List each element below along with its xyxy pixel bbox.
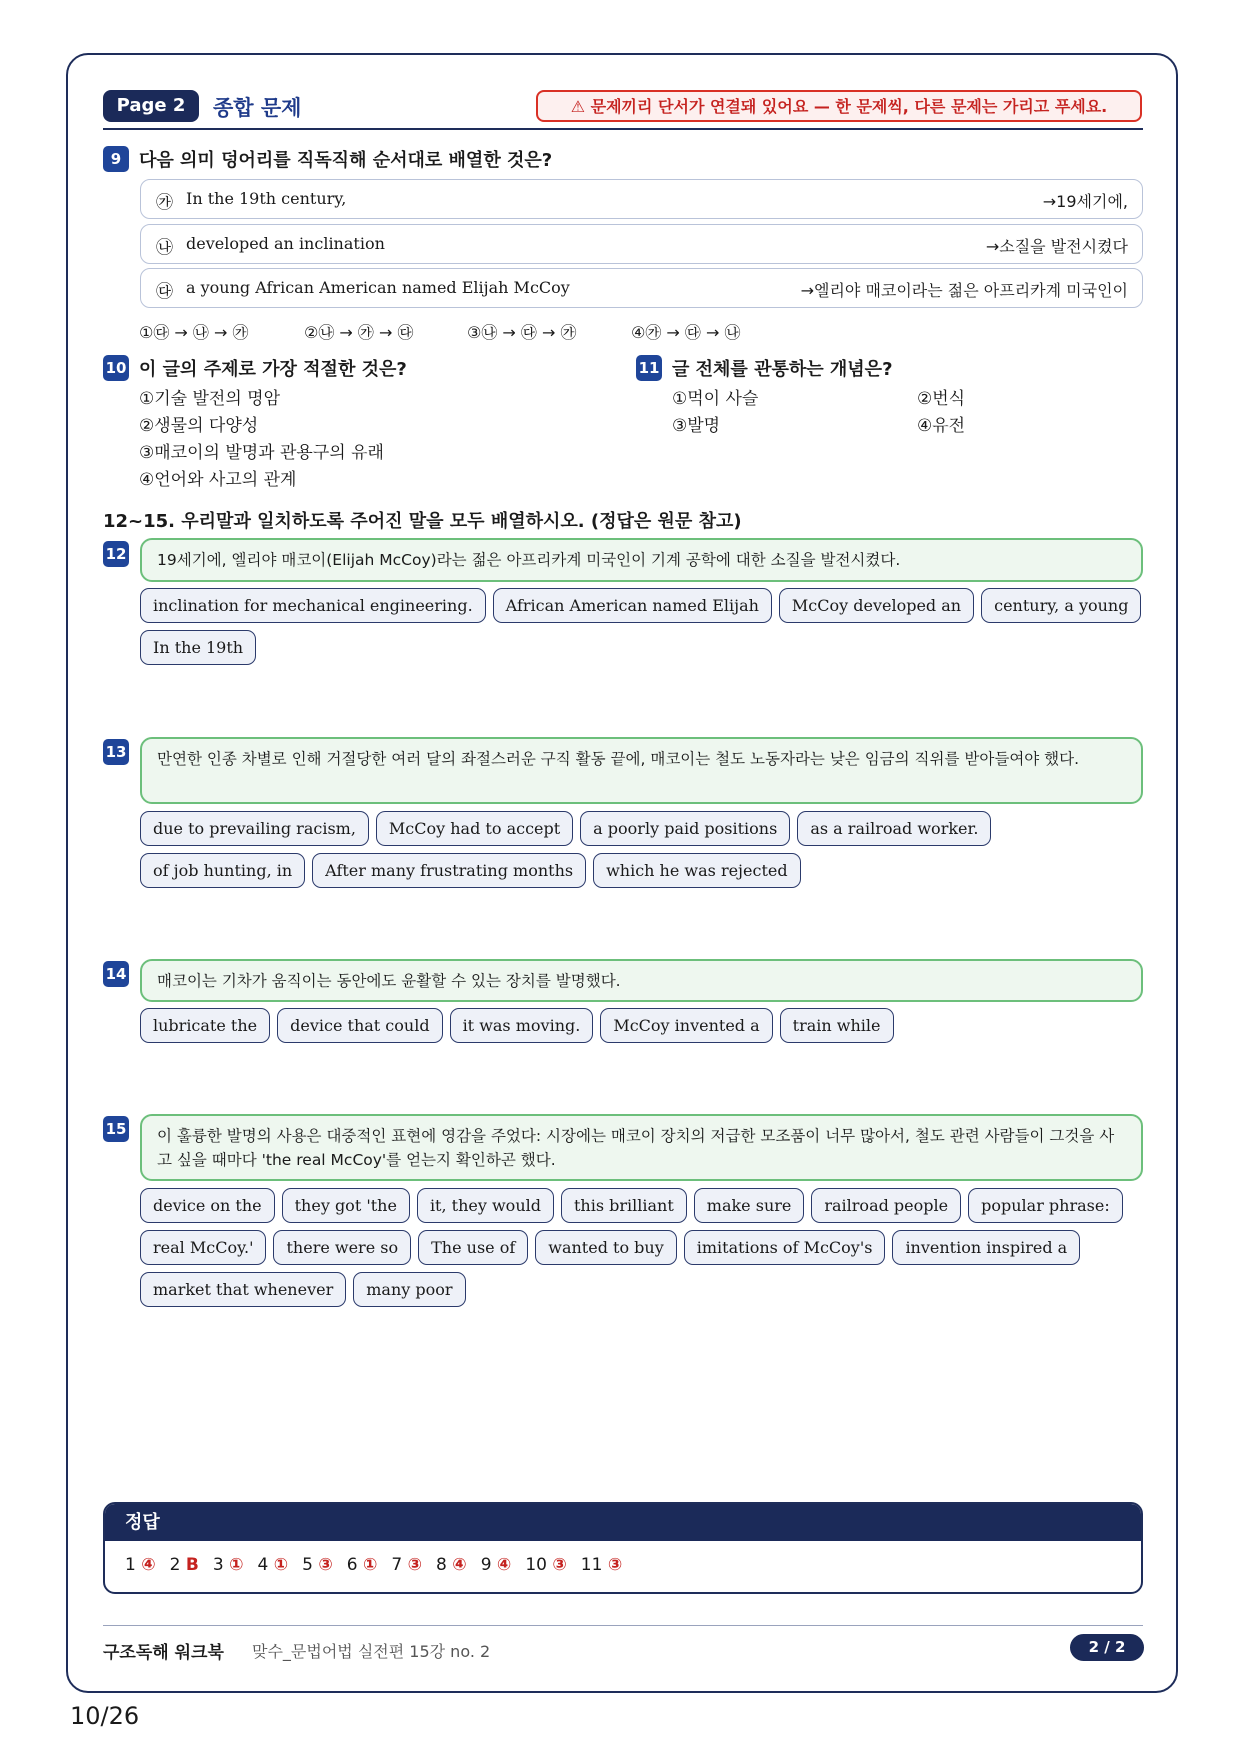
- question-number: 13: [103, 739, 129, 765]
- word-chip[interactable]: lubricate the: [140, 1008, 270, 1043]
- word-chip[interactable]: imitations of McCoy's: [684, 1230, 886, 1265]
- phrase-row: [140, 224, 1143, 264]
- word-chip[interactable]: African American named Elijah: [493, 588, 772, 623]
- word-chip[interactable]: McCoy developed an: [779, 588, 974, 623]
- document-page-number: 10/26: [70, 1702, 140, 1730]
- phrase-row: [140, 268, 1143, 308]
- word-chip[interactable]: McCoy invented a: [600, 1008, 772, 1043]
- footer-subtitle: 맞수_문법어법 실전편 15강 no. 2: [252, 1642, 491, 1661]
- choice[interactable]: ①먹이 사슬: [672, 389, 759, 409]
- answer-item: 4 ①: [257, 1555, 289, 1575]
- phrase-marker: ㉰: [156, 282, 173, 302]
- page-badge: Page 2: [103, 90, 199, 122]
- choice[interactable]: ③발명: [672, 416, 721, 436]
- phrase-row: [140, 179, 1143, 219]
- answer-item: 10 ③: [525, 1555, 567, 1575]
- phrase-korean: →소질을 발전시켰다: [985, 237, 1128, 256]
- word-chip[interactable]: make sure: [694, 1188, 805, 1223]
- question-number: 12: [103, 541, 129, 567]
- choice[interactable]: ④언어와 사고의 관계: [139, 470, 297, 490]
- section-title: 종합 문제: [213, 96, 302, 120]
- word-chip[interactable]: there were so: [273, 1230, 411, 1265]
- question-number: 15: [103, 1116, 129, 1142]
- question-number: 14: [103, 961, 129, 987]
- answer-item: 9 ④: [480, 1555, 512, 1575]
- korean-prompt: 매코이는 기차가 움직이는 동안에도 윤활할 수 있는 장치를 발명했다.: [140, 959, 1143, 1002]
- word-chip[interactable]: it, they would: [417, 1188, 554, 1223]
- phrase-marker: ㉮: [156, 193, 173, 213]
- answer-item: 7 ③: [391, 1555, 423, 1575]
- word-chip[interactable]: device on the: [140, 1188, 275, 1223]
- word-chip[interactable]: market that whenever: [140, 1272, 346, 1307]
- answer-key-title: 정답: [105, 1504, 1141, 1541]
- phrase-english: a young African American named Elijah McCoy: [186, 278, 570, 297]
- answer-option[interactable]: ①㉰ → ㉯ → ㉮: [139, 323, 249, 342]
- answer-item: 3 ①: [212, 1555, 244, 1575]
- word-chips: [140, 1188, 1150, 1307]
- word-chip[interactable]: railroad people: [811, 1188, 961, 1223]
- word-chip[interactable]: many poor: [353, 1272, 465, 1307]
- korean-prompt: 이 훌륭한 발명의 사용은 대중적인 표현에 영감을 주었다: 시장에는 매코이 장치의 저급한 모조품이 너무 많아서, 철도 관련 사람들이 그것을 사고 싶을 때마다 'the real McCoy'를 얻는지 확인하곤 했다.: [140, 1114, 1143, 1181]
- word-chip[interactable]: In the 19th: [140, 630, 256, 665]
- word-chip[interactable]: of job hunting, in: [140, 853, 305, 888]
- header-divider: [103, 128, 1143, 130]
- word-chip[interactable]: a poorly paid positions: [580, 811, 790, 846]
- word-chip[interactable]: device that could: [277, 1008, 442, 1043]
- word-chip[interactable]: After many frustrating months: [312, 853, 586, 888]
- word-chip[interactable]: wanted to buy: [535, 1230, 677, 1265]
- phrase-english: In the 19th century,: [186, 189, 347, 208]
- page-indicator: 2 / 2: [1070, 1634, 1144, 1661]
- answer-item: 1 ④: [125, 1555, 156, 1575]
- word-chip[interactable]: this brilliant: [561, 1188, 687, 1223]
- answer-list: [105, 1541, 1141, 1575]
- word-chips: [140, 811, 1150, 888]
- word-chip[interactable]: it was moving.: [450, 1008, 594, 1043]
- answer-item: 2 B: [169, 1555, 199, 1575]
- word-chip[interactable]: they got 'the: [282, 1188, 410, 1223]
- choice[interactable]: ②번식: [917, 389, 966, 409]
- question-number: 9: [103, 146, 129, 172]
- answer-option[interactable]: ②㉯ → ㉮ → ㉰: [304, 323, 414, 342]
- answer-key: [103, 1502, 1143, 1594]
- answer-item: 5 ③: [302, 1555, 333, 1575]
- choice[interactable]: ④유전: [917, 416, 966, 436]
- word-chips: [140, 588, 1150, 665]
- choice[interactable]: ②생물의 다양성: [139, 416, 259, 436]
- word-chip[interactable]: inclination for mechanical engineering.: [140, 588, 486, 623]
- question-text: 다음 의미 덩어리를 직독직해 순서대로 배열한 것은?: [139, 150, 553, 171]
- korean-prompt: 19세기에, 엘리야 매코이(Elijah McCoy)라는 젊은 아프리카계 미국인이 기계 공학에 대한 소질을 발전시켰다.: [140, 538, 1143, 582]
- word-chip[interactable]: The use of: [418, 1230, 528, 1265]
- footer-divider: [103, 1625, 1143, 1626]
- answer-option[interactable]: ④㉮ → ㉰ → ㉯: [631, 323, 741, 342]
- word-chip[interactable]: McCoy had to accept: [376, 811, 573, 846]
- korean-prompt: 만연한 인종 차별로 인해 거절당한 여러 달의 좌절스러운 구직 활동 끝에, 매코이는 철도 노동자라는 낮은 임금의 직위를 받아들여야 했다.: [140, 737, 1143, 804]
- choice[interactable]: ①기술 발전의 명암: [139, 389, 281, 409]
- word-chip[interactable]: real McCoy.': [140, 1230, 266, 1265]
- answer-item: 8 ④: [436, 1555, 467, 1575]
- question-number: 11: [636, 355, 662, 381]
- phrase-korean: →엘리야 매코이라는 젊은 아프리카계 미국인이: [800, 281, 1128, 300]
- word-chip[interactable]: invention inspired a: [892, 1230, 1080, 1265]
- question-text: 글 전체를 관통하는 개념은?: [672, 359, 893, 380]
- word-chip[interactable]: train while: [780, 1008, 894, 1043]
- group-instruction: 12~15. 우리말과 일치하도록 주어진 말을 모두 배열하시오. (정답은 원문 참고): [103, 511, 742, 532]
- word-chip[interactable]: as a railroad worker.: [797, 811, 991, 846]
- footer-title: 구조독해 워크북: [103, 1643, 224, 1663]
- phrase-marker: ㉯: [156, 238, 173, 258]
- word-chip[interactable]: popular phrase:: [968, 1188, 1123, 1223]
- warning-banner: ⚠ 문제끼리 단서가 연결돼 있어요 — 한 문제씩, 다른 문제는 가리고 푸세요.: [536, 90, 1142, 122]
- answer-option[interactable]: ③㉯ → ㉰ → ㉮: [467, 323, 577, 342]
- word-chip[interactable]: century, a young: [981, 588, 1141, 623]
- question-number: 10: [103, 355, 129, 381]
- word-chips: [140, 1008, 1150, 1043]
- word-chip[interactable]: which he was rejected: [593, 853, 801, 888]
- answer-item: 6 ①: [346, 1555, 378, 1575]
- choice[interactable]: ③매코이의 발명과 관용구의 유래: [139, 443, 384, 463]
- phrase-korean: →19세기에,: [1042, 192, 1128, 211]
- answer-item: 11 ③: [580, 1555, 623, 1575]
- question-text: 이 글의 주제로 가장 적절한 것은?: [139, 359, 407, 380]
- phrase-english: developed an inclination: [186, 234, 385, 253]
- word-chip[interactable]: due to prevailing racism,: [140, 811, 369, 846]
